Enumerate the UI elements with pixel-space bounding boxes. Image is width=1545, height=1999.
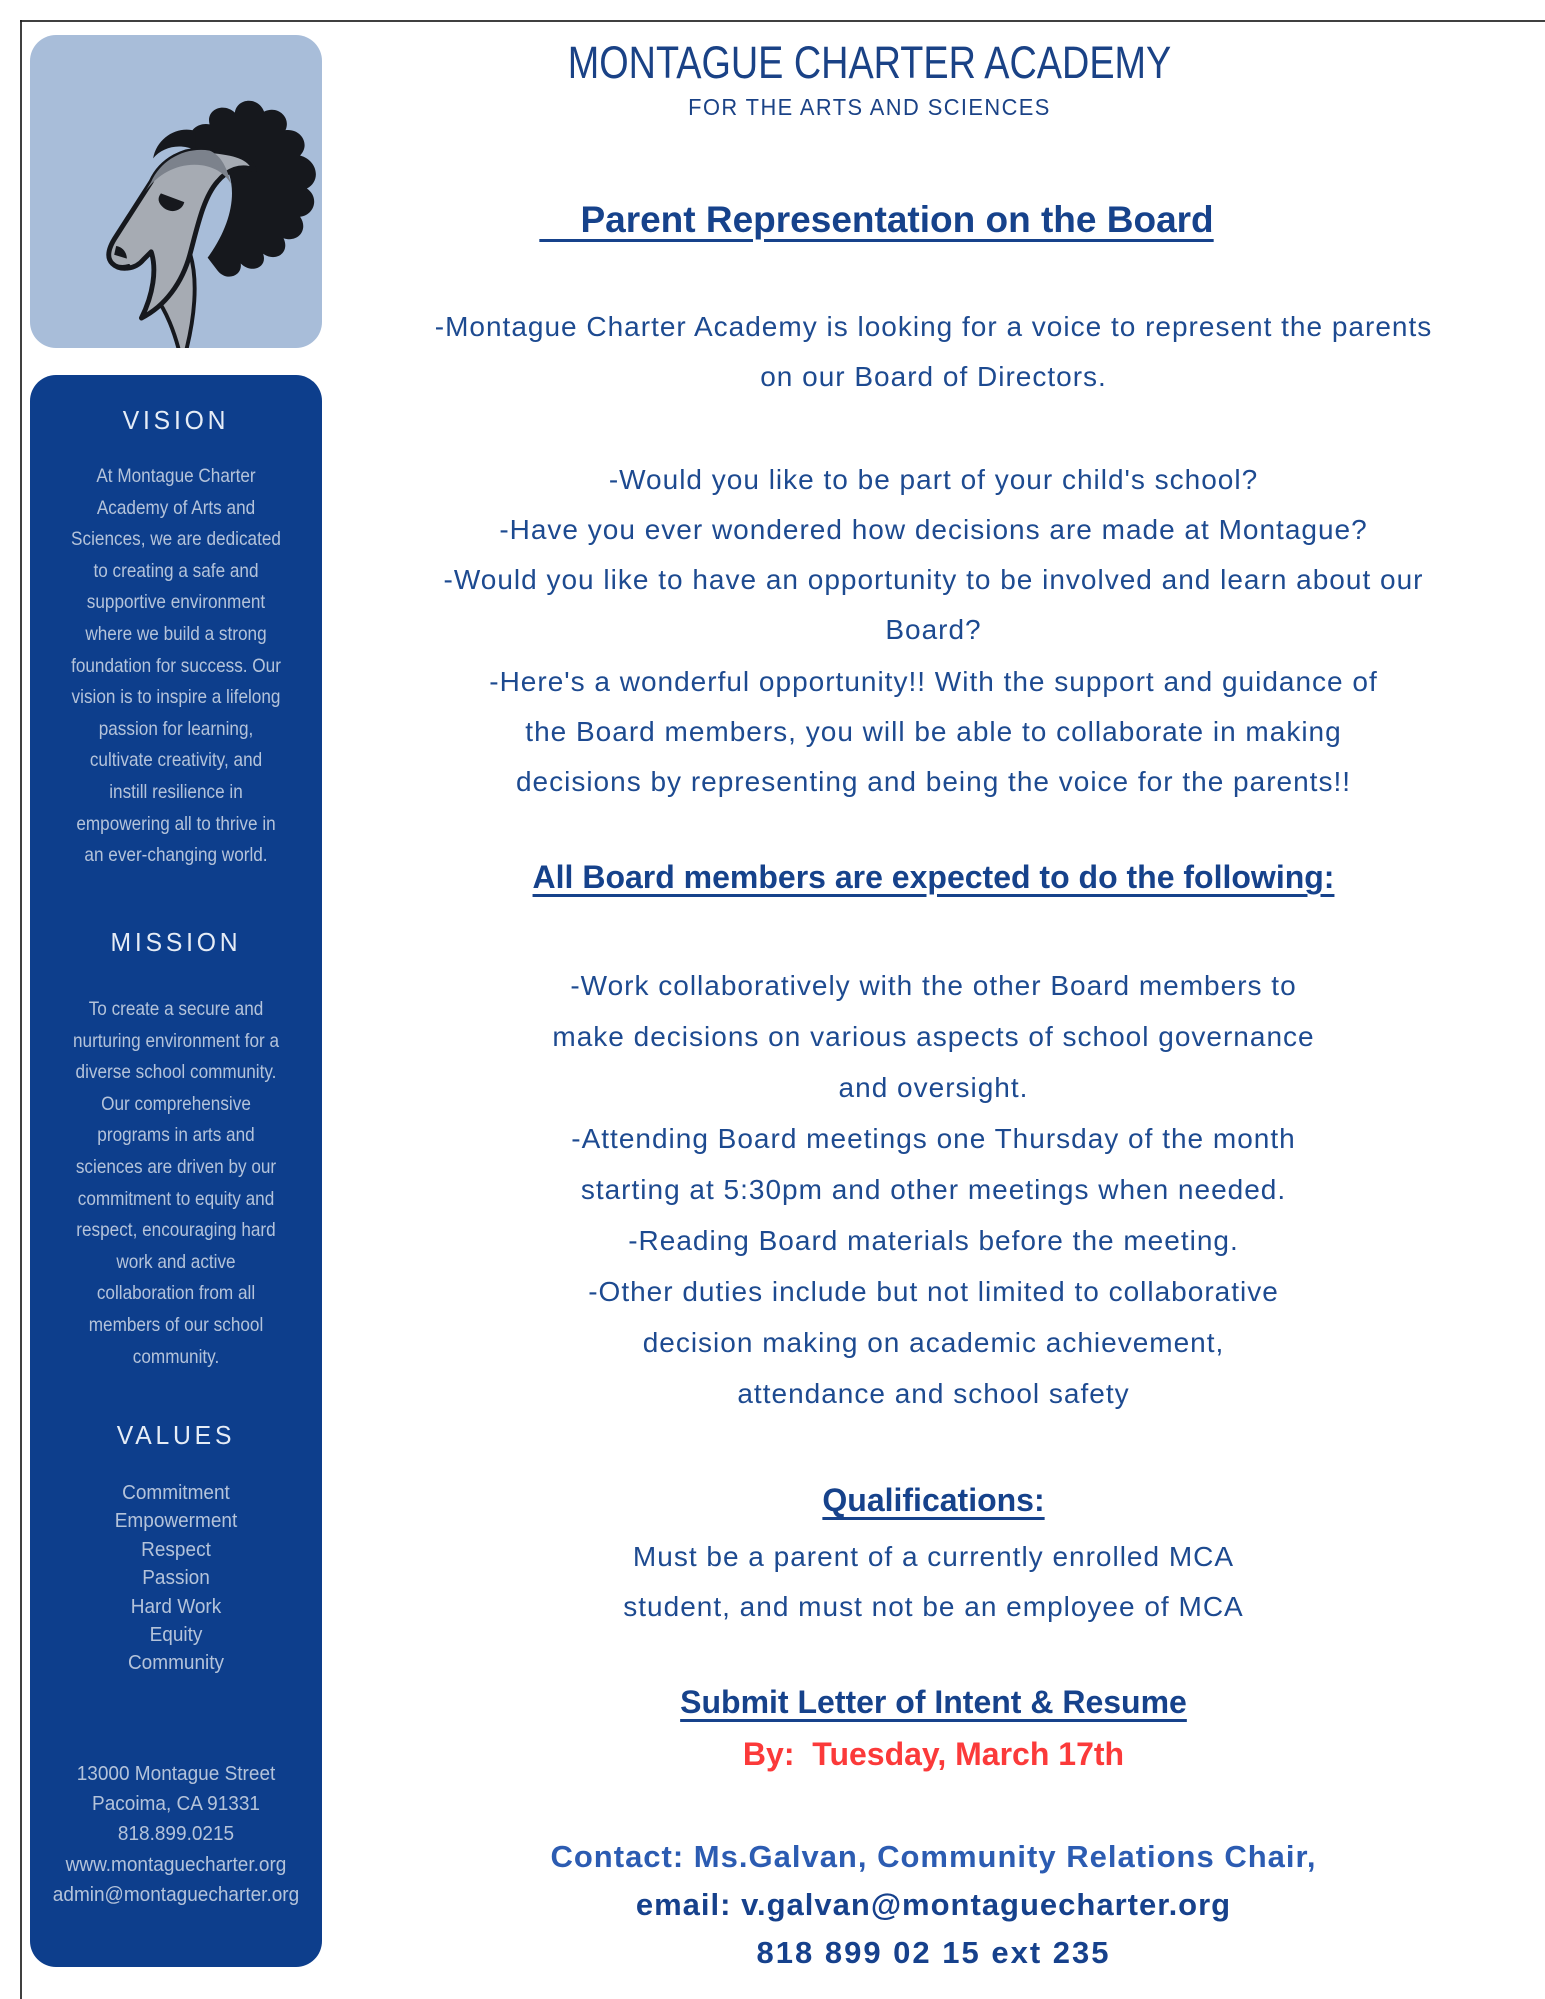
value-item: Passion xyxy=(142,1567,210,1590)
submit-heading: Submit Letter of Intent & Resume xyxy=(680,1684,1187,1720)
school-logo-card xyxy=(30,35,322,348)
duty-line: and oversight. xyxy=(838,1072,1029,1103)
contact-phone: 818 899 02 15 ext 235 xyxy=(756,1935,1111,1970)
value-item: Respect xyxy=(141,1538,211,1561)
page-title: Parent Representation on the Board xyxy=(539,199,1214,240)
duty-line: decision making on academic achievement, xyxy=(642,1327,1225,1358)
email-address: admin@montaguecharter.org xyxy=(52,1883,300,1906)
value-item: Community xyxy=(127,1652,225,1675)
value-item: Equity xyxy=(149,1624,203,1647)
questions-paragraph: -Would you like to be part of your child's school? -Have you ever wondered how decisions are made at Montague? -Would you like to have an opportunity to be involved and learn about our Board? xyxy=(443,464,1424,645)
duty-line: -Reading Board materials before the meeting. xyxy=(628,1225,1239,1256)
deadline-text: By: Tuesday, March 17th xyxy=(742,1736,1125,1772)
intro-paragraph: -Montague Charter Academy is looking for a voice to represent the parents on our Board of Directors. xyxy=(434,311,1433,392)
contact-person: Contact: Ms.Galvan, Community Relations Chair, xyxy=(550,1839,1317,1874)
main-content xyxy=(322,0,1545,1999)
value-item: Hard Work xyxy=(130,1595,222,1618)
website-url: www.montaguecharter.org xyxy=(65,1853,287,1876)
duties-list xyxy=(322,960,1545,1419)
vision-text: At Montague Charter Academy of Arts and Sciences, we are dedicated to creating a safe and supportive environment where we build a strong foundation for success. Our vision is to inspire a lifelong passion for learning, cultivate creativity, and instill resilience in empowering all to thrive in an ever-changing world. xyxy=(71,465,281,867)
value-item: Commitment xyxy=(122,1482,230,1504)
duty-line: -Work collaboratively with the other Board members to xyxy=(570,970,1297,1001)
board-contact-block xyxy=(322,1833,1545,1977)
contact-email: email: v.galvan@montaguecharter.org xyxy=(635,1887,1232,1922)
opportunity-paragraph: -Here's a wonderful opportunity!! With the support and guidance of the Board members, you will be able to collaborate in making decisions by representing and being the voice for the parents!! xyxy=(489,666,1378,797)
values-list xyxy=(37,1479,314,1678)
duty-line: -Other duties include but not limited to collaborative xyxy=(588,1276,1279,1307)
mission-heading: MISSION xyxy=(110,927,242,957)
vision-heading: VISION xyxy=(122,405,230,435)
value-item: Empowerment xyxy=(114,1510,238,1533)
expectations-heading: All Board members are expected to do the following: xyxy=(532,859,1335,895)
duty-line: -Attending Board meetings one Thursday of the month xyxy=(571,1123,1296,1154)
school-subtitle: FOR THE ARTS AND SCIENCES xyxy=(688,94,1051,120)
sidebar-panel xyxy=(30,375,322,1967)
duty-line: make decisions on various aspects of school governance xyxy=(552,1021,1315,1052)
qualifications-heading: Qualifications: xyxy=(822,1482,1045,1518)
phone-number: 818.899.0215 xyxy=(117,1823,235,1846)
duty-line: starting at 5:30pm and other meetings when needed. xyxy=(580,1174,1287,1205)
street-address: 13000 Montague Street xyxy=(76,1763,276,1785)
qualifications-text: Must be a parent of a currently enrolled MCA student, and must not be an employee of MCA xyxy=(623,1541,1244,1622)
school-title: MONTAGUE CHARTER ACADEMY xyxy=(567,37,1172,88)
left-edge-line xyxy=(20,20,22,1999)
city-state-zip: Pacoima, CA 91331 xyxy=(92,1793,260,1816)
duty-line: attendance and school safety xyxy=(737,1378,1130,1409)
values-heading: VALUES xyxy=(116,1420,236,1450)
mission-text: To create a secure and nurturing environment for a diverse school community. Our comprehensive programs in arts and sciences are driven by our commitment to equity and respect, encouraging hard work and active collaboration from all members of our school community. xyxy=(72,998,280,1368)
school-contact-block xyxy=(37,1759,314,1910)
